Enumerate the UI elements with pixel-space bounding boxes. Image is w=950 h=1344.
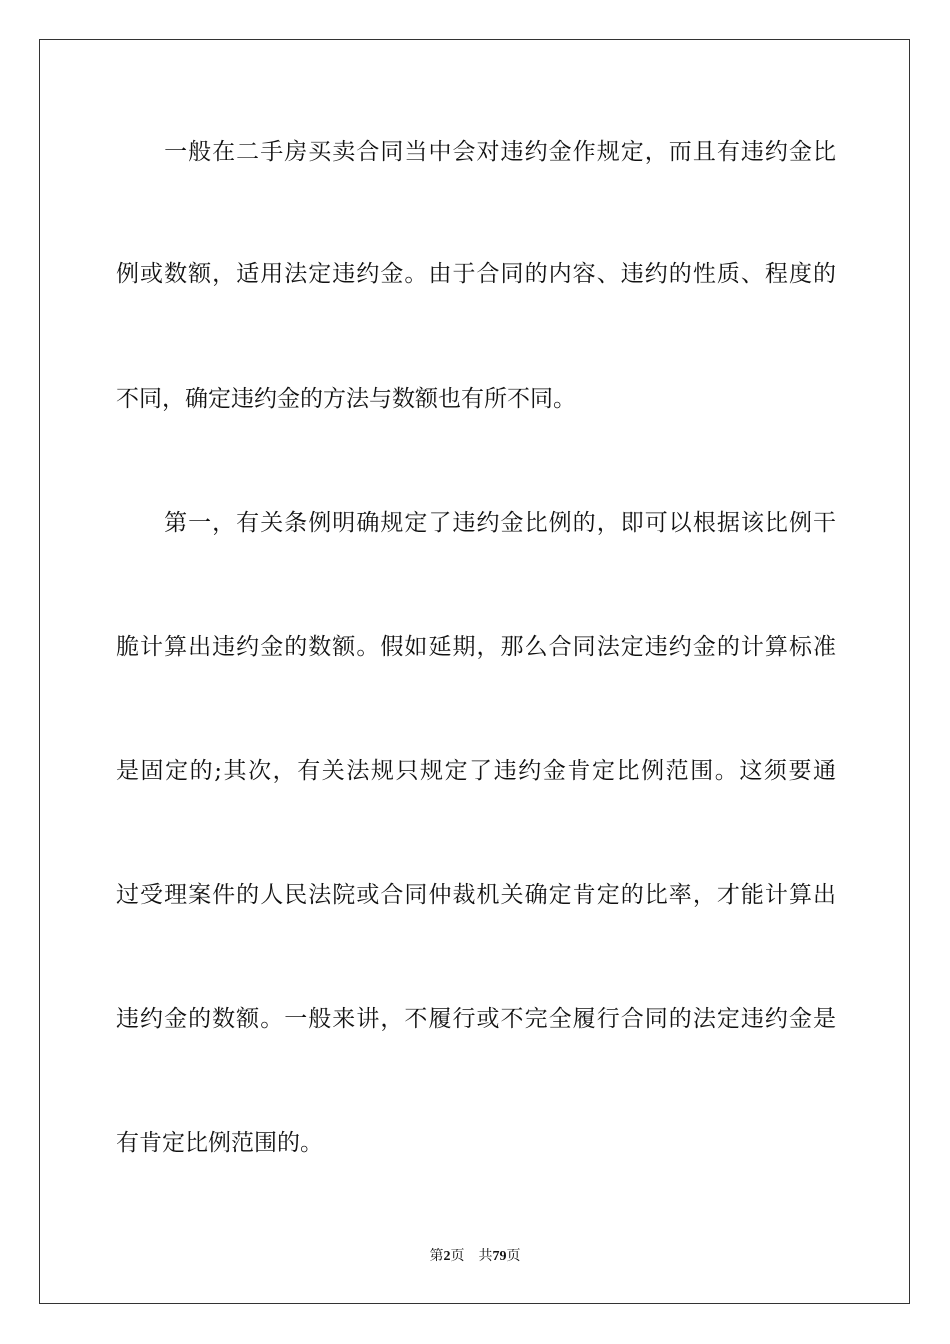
- page-border: [39, 39, 910, 1304]
- paragraph-2-line-6: 有肯定比例范围的。: [116, 1130, 323, 1156]
- paragraph-1-line-2: 例或数额，适用法定违约金。由于合同的内容、违约的性质、程度的: [116, 261, 836, 287]
- page-suffix: 页: [450, 1249, 465, 1264]
- total-suffix: 页: [506, 1249, 521, 1264]
- paragraph-1-line-1: 一般在二手房买卖合同当中会对违约金作规定，而且有违约金比: [116, 139, 836, 165]
- total-prefix: 共: [478, 1249, 493, 1264]
- paragraph-1-line-3: 不同，确定违约金的方法与数额也有所不同。: [116, 386, 576, 412]
- page-footer: [0, 1248, 950, 1266]
- total-pages: 79: [492, 1249, 507, 1264]
- paragraph-2-line-5: 违约金的数额。一般来讲，不履行或不完全履行合同的法定违约金是: [116, 1006, 836, 1032]
- paragraph-2-line-2: 脆计算出违约金的数额。假如延期，那么合同法定违约金的计算标准: [116, 634, 836, 660]
- paragraph-2-line-4: 过受理案件的人民法院或合同仲裁机关确定肯定的比率，才能计算出: [116, 882, 836, 908]
- page-prefix: 第: [429, 1249, 444, 1264]
- paragraph-2-line-1: 第一，有关条例明确规定了违约金比例的，即可以根据该比例干: [116, 510, 836, 536]
- paragraph-2-line-3: 是固定的;其次，有关法规只规定了违约金肯定比例范围。这须要通: [116, 758, 836, 784]
- page-number: 2: [443, 1249, 451, 1264]
